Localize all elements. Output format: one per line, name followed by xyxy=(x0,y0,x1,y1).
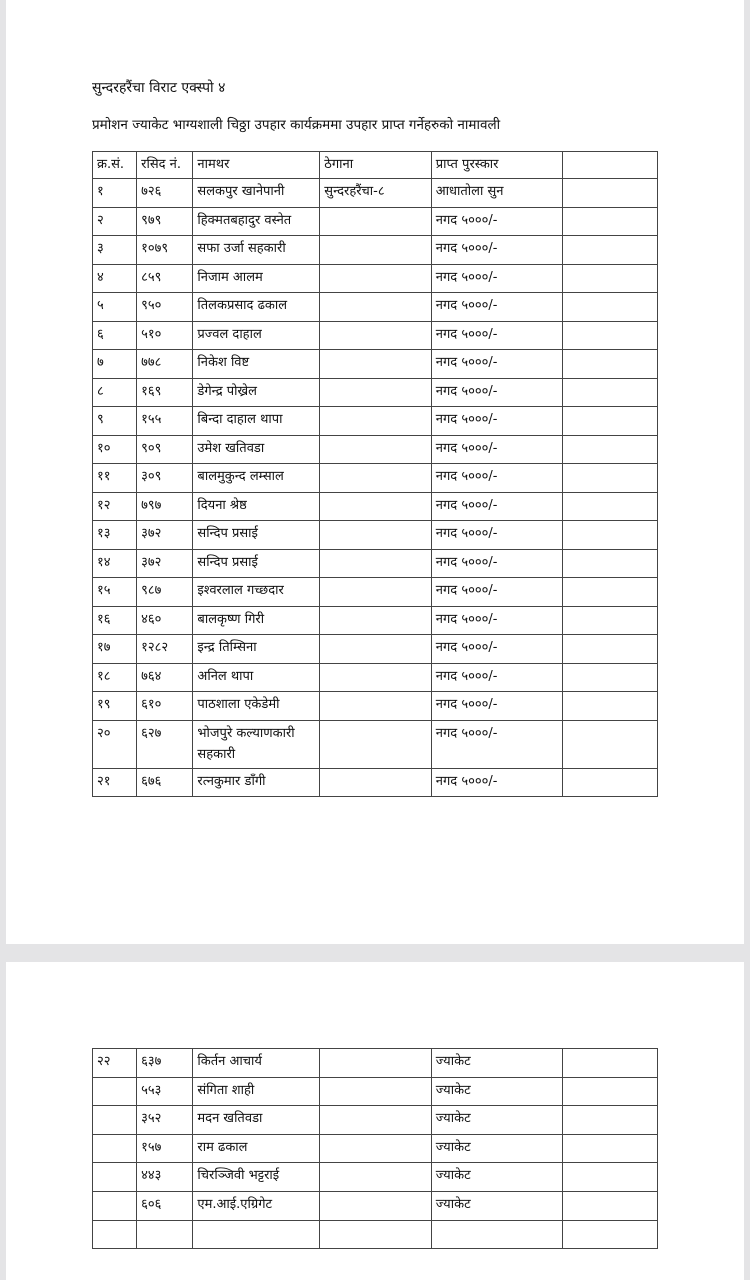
name-cell: इन्द्र तिम्सिना xyxy=(193,635,320,664)
prize-cell: नगद ५०००/- xyxy=(431,692,562,721)
receipt-cell: ४६० xyxy=(137,606,193,635)
receipt-cell: ६०६ xyxy=(137,1191,193,1220)
prize-cell: ज्याकेट xyxy=(431,1134,562,1163)
name-cell xyxy=(193,1220,320,1249)
prize-cell: नगद ५०००/- xyxy=(431,720,562,768)
table-row xyxy=(93,578,658,607)
table-row xyxy=(93,521,658,550)
table-row xyxy=(93,492,658,521)
receipt-cell: ५१० xyxy=(137,321,193,350)
receipt-cell: ३७२ xyxy=(137,521,193,550)
name-cell: निकेश विष्ट xyxy=(193,350,320,379)
serial-cell: ९ xyxy=(93,407,137,436)
serial-cell: ३ xyxy=(93,236,137,265)
serial-cell: १३ xyxy=(93,521,137,550)
serial-cell: ८ xyxy=(93,378,137,407)
receipt-cell: ३०९ xyxy=(137,464,193,493)
prize-cell: नगद ५०००/- xyxy=(431,350,562,379)
address-cell xyxy=(320,435,431,464)
receipt-cell: १५५ xyxy=(137,407,193,436)
header-extra xyxy=(563,152,658,179)
table-row xyxy=(93,1134,658,1163)
name-cell: बालकृष्ण गिरी xyxy=(193,606,320,635)
serial-cell xyxy=(93,1220,137,1249)
address-cell xyxy=(320,635,431,664)
extra-cell xyxy=(563,435,658,464)
name-cell: बिन्दा दाहाल थापा xyxy=(193,407,320,436)
table-row xyxy=(93,692,658,721)
address-cell xyxy=(320,492,431,521)
extra-cell xyxy=(563,1106,658,1135)
receipt-cell: ६३७ xyxy=(137,1049,193,1078)
name-cell: किर्तन आचार्य xyxy=(193,1049,320,1078)
name-cell: भोजपुरे कल्याणकारी सहकारी xyxy=(193,720,320,768)
table-row xyxy=(93,720,658,768)
address-cell xyxy=(320,378,431,407)
prize-cell: नगद ५०००/- xyxy=(431,207,562,236)
prize-cell: नगद ५०००/- xyxy=(431,407,562,436)
prize-cell: नगद ५०००/- xyxy=(431,236,562,265)
name-cell: इश्वरलाल गच्छदार xyxy=(193,578,320,607)
prize-cell: नगद ५०००/- xyxy=(431,578,562,607)
receipt-cell: १२८२ xyxy=(137,635,193,664)
table-row xyxy=(93,378,658,407)
name-cell: रत्नकुमार डाँगी xyxy=(193,768,320,797)
receipt-cell: ७६४ xyxy=(137,663,193,692)
address-cell xyxy=(320,521,431,550)
receipt-cell: ६१० xyxy=(137,692,193,721)
extra-cell xyxy=(563,492,658,521)
prize-cell xyxy=(431,1220,562,1249)
table-row xyxy=(93,350,658,379)
prize-cell: नगद ५०००/- xyxy=(431,264,562,293)
address-cell xyxy=(320,236,431,265)
serial-cell: २१ xyxy=(93,768,137,797)
prize-cell: ज्याकेट xyxy=(431,1077,562,1106)
jacket-winners-table xyxy=(92,1048,658,1249)
name-cell: सन्दिप प्रसाई xyxy=(193,521,320,550)
serial-cell: १४ xyxy=(93,549,137,578)
address-cell xyxy=(320,720,431,768)
prize-cell: नगद ५०००/- xyxy=(431,635,562,664)
prize-cell: आधातोला सुन xyxy=(431,179,562,208)
address-cell xyxy=(320,464,431,493)
receipt-cell: ९०९ xyxy=(137,435,193,464)
winners-table xyxy=(92,151,658,797)
receipt-cell: ८५९ xyxy=(137,264,193,293)
address-cell: सुन्दरहरैंचा-८ xyxy=(320,179,431,208)
table-row xyxy=(93,207,658,236)
receipt-cell xyxy=(137,1220,193,1249)
extra-cell xyxy=(563,606,658,635)
table-row xyxy=(93,1077,658,1106)
address-cell xyxy=(320,1106,431,1135)
name-cell: दियना श्रेष्ठ xyxy=(193,492,320,521)
extra-cell xyxy=(563,521,658,550)
extra-cell xyxy=(563,207,658,236)
name-cell: चिरञ्जिवी भट्टराई xyxy=(193,1163,320,1192)
address-cell xyxy=(320,1163,431,1192)
extra-cell xyxy=(563,1077,658,1106)
extra-cell xyxy=(563,663,658,692)
prize-cell: नगद ५०००/- xyxy=(431,549,562,578)
name-cell: संगिता शाही xyxy=(193,1077,320,1106)
extra-cell xyxy=(563,407,658,436)
serial-cell: १६ xyxy=(93,606,137,635)
address-cell xyxy=(320,207,431,236)
extra-cell xyxy=(563,1134,658,1163)
address-cell xyxy=(320,293,431,322)
prize-cell: नगद ५०००/- xyxy=(431,606,562,635)
prize-cell: नगद ५०००/- xyxy=(431,321,562,350)
prize-cell: ज्याकेट xyxy=(431,1191,562,1220)
receipt-cell: १६९ xyxy=(137,378,193,407)
table-row xyxy=(93,236,658,265)
document-page-2 xyxy=(6,962,744,1280)
extra-cell xyxy=(563,293,658,322)
receipt-cell: १०७९ xyxy=(137,236,193,265)
receipt-cell: ९७९ xyxy=(137,207,193,236)
table-row xyxy=(93,1191,658,1220)
serial-cell: १ xyxy=(93,179,137,208)
document-page-1 xyxy=(6,0,744,944)
table-row xyxy=(93,606,658,635)
address-cell xyxy=(320,1220,431,1249)
address-cell xyxy=(320,663,431,692)
table-row xyxy=(93,549,658,578)
serial-cell: १७ xyxy=(93,635,137,664)
table-row xyxy=(93,1220,658,1249)
name-cell: निजाम आलम xyxy=(193,264,320,293)
prize-cell: नगद ५०००/- xyxy=(431,435,562,464)
extra-cell xyxy=(563,464,658,493)
header-receipt: रसिद नं. xyxy=(137,152,193,179)
address-cell xyxy=(320,1191,431,1220)
serial-cell: १० xyxy=(93,435,137,464)
header-name: नामथर xyxy=(193,152,320,179)
name-cell: हिक्मतबहादुर वस्नेत xyxy=(193,207,320,236)
table-row xyxy=(93,1049,658,1078)
address-cell xyxy=(320,692,431,721)
name-cell: बालमुकुन्द लम्साल xyxy=(193,464,320,493)
name-cell: उमेश खतिवडा xyxy=(193,435,320,464)
prize-cell: ज्याकेट xyxy=(431,1106,562,1135)
serial-cell xyxy=(93,1134,137,1163)
table-row xyxy=(93,407,658,436)
jacket-winners-table-body xyxy=(93,1049,658,1249)
winners-table-body xyxy=(93,179,658,797)
document-subtitle: प्रमोशन ज्याकेट भाग्यशाली चिठ्ठा उपहार कार्यक्रममा उपहार प्राप्त गर्नेहरुको नामावली xyxy=(92,117,501,133)
receipt-cell: ६७६ xyxy=(137,768,193,797)
address-cell xyxy=(320,578,431,607)
table-row xyxy=(93,1106,658,1135)
receipt-cell: ४४३ xyxy=(137,1163,193,1192)
address-cell xyxy=(320,1049,431,1078)
receipt-cell: १५७ xyxy=(137,1134,193,1163)
receipt-cell: ५५३ xyxy=(137,1077,193,1106)
table-row xyxy=(93,1163,658,1192)
extra-cell xyxy=(563,578,658,607)
receipt-cell: ३५२ xyxy=(137,1106,193,1135)
prize-cell: नगद ५०००/- xyxy=(431,492,562,521)
table-row xyxy=(93,635,658,664)
address-cell xyxy=(320,264,431,293)
receipt-cell: ९८७ xyxy=(137,578,193,607)
name-cell: राम ढकाल xyxy=(193,1134,320,1163)
prize-cell: नगद ५०००/- xyxy=(431,663,562,692)
prize-cell: नगद ५०००/- xyxy=(431,768,562,797)
serial-cell: १२ xyxy=(93,492,137,521)
address-cell xyxy=(320,1134,431,1163)
name-cell: मदन खतिवडा xyxy=(193,1106,320,1135)
address-cell xyxy=(320,321,431,350)
extra-cell xyxy=(563,720,658,768)
serial-cell: १९ xyxy=(93,692,137,721)
serial-cell xyxy=(93,1163,137,1192)
extra-cell xyxy=(563,321,658,350)
extra-cell xyxy=(563,350,658,379)
serial-cell: ४ xyxy=(93,264,137,293)
receipt-cell: ६२७ xyxy=(137,720,193,768)
serial-cell: १५ xyxy=(93,578,137,607)
header-prize: प्राप्त पुरस्कार xyxy=(431,152,562,179)
header-serial: क्र.सं. xyxy=(93,152,137,179)
prize-cell: नगद ५०००/- xyxy=(431,521,562,550)
extra-cell xyxy=(563,1049,658,1078)
address-cell xyxy=(320,1077,431,1106)
serial-cell: १८ xyxy=(93,663,137,692)
serial-cell xyxy=(93,1077,137,1106)
table-row xyxy=(93,321,658,350)
address-cell xyxy=(320,606,431,635)
name-cell: तिलकप्रसाद ढकाल xyxy=(193,293,320,322)
serial-cell xyxy=(93,1106,137,1135)
name-cell: पाठशाला एकेडेमी xyxy=(193,692,320,721)
name-cell: प्रज्वल दाहाल xyxy=(193,321,320,350)
serial-cell: ५ xyxy=(93,293,137,322)
prize-cell: नगद ५०००/- xyxy=(431,378,562,407)
table-row xyxy=(93,464,658,493)
extra-cell xyxy=(563,635,658,664)
name-cell: अनिल थापा xyxy=(193,663,320,692)
table-row xyxy=(93,768,658,797)
extra-cell xyxy=(563,179,658,208)
serial-cell: ६ xyxy=(93,321,137,350)
address-cell xyxy=(320,407,431,436)
document-title: सुन्दरहरैंचा विराट एक्स्पो ४ xyxy=(92,80,226,96)
header-address: ठेगाना xyxy=(320,152,431,179)
table-row xyxy=(93,435,658,464)
serial-cell: २२ xyxy=(93,1049,137,1078)
receipt-cell: ७७८ xyxy=(137,350,193,379)
extra-cell xyxy=(563,549,658,578)
table-row xyxy=(93,179,658,208)
extra-cell xyxy=(563,1191,658,1220)
serial-cell xyxy=(93,1191,137,1220)
prize-cell: ज्याकेट xyxy=(431,1049,562,1078)
table-row xyxy=(93,293,658,322)
extra-cell xyxy=(563,378,658,407)
extra-cell xyxy=(563,692,658,721)
serial-cell: २ xyxy=(93,207,137,236)
prize-cell: ज्याकेट xyxy=(431,1163,562,1192)
name-cell: सलकपुर खानेपानी xyxy=(193,179,320,208)
receipt-cell: ७९७ xyxy=(137,492,193,521)
serial-cell: २० xyxy=(93,720,137,768)
table-row xyxy=(93,264,658,293)
extra-cell xyxy=(563,264,658,293)
prize-cell: नगद ५०००/- xyxy=(431,293,562,322)
extra-cell xyxy=(563,768,658,797)
serial-cell: ७ xyxy=(93,350,137,379)
name-cell: एम.आई.एग्रिगेट xyxy=(193,1191,320,1220)
address-cell xyxy=(320,350,431,379)
prize-cell: नगद ५०००/- xyxy=(431,464,562,493)
receipt-cell: ९५० xyxy=(137,293,193,322)
name-cell: सन्दिप प्रसाई xyxy=(193,549,320,578)
extra-cell xyxy=(563,1163,658,1192)
address-cell xyxy=(320,549,431,578)
address-cell xyxy=(320,768,431,797)
serial-cell: ११ xyxy=(93,464,137,493)
receipt-cell: ३७२ xyxy=(137,549,193,578)
receipt-cell: ७२६ xyxy=(137,179,193,208)
name-cell: डेगेन्द्र पोख्रेल xyxy=(193,378,320,407)
extra-cell xyxy=(563,236,658,265)
table-header-row xyxy=(93,152,658,179)
table-row xyxy=(93,663,658,692)
extra-cell xyxy=(563,1220,658,1249)
name-cell: सफा उर्जा सहकारी xyxy=(193,236,320,265)
